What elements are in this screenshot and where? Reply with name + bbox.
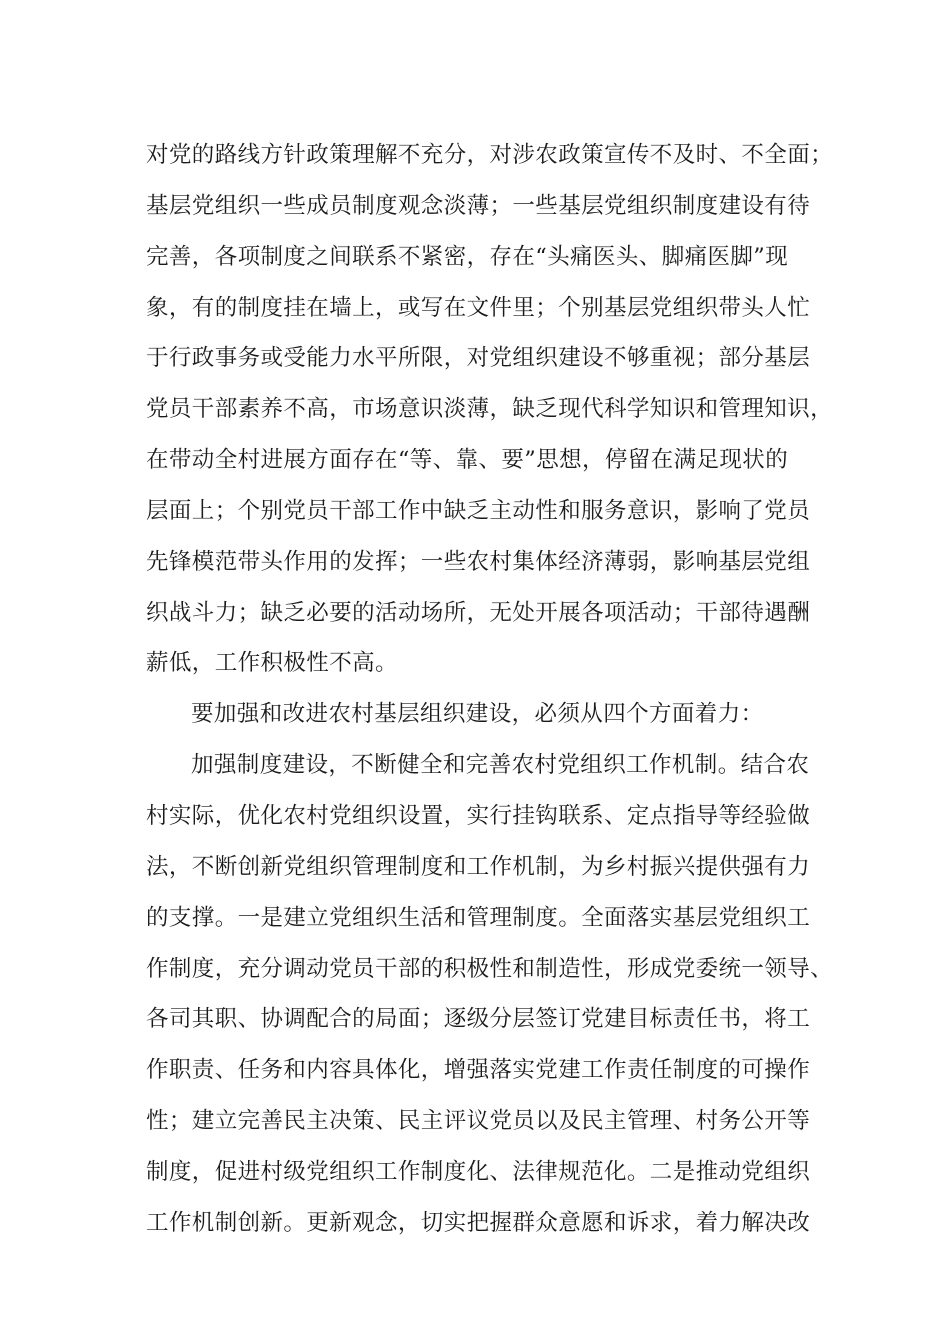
text-line: 各司其职、协调配合的局面；逐级分层签订党建目标责任书，将工 — [146, 1006, 811, 1033]
text-line: 作制度，充分调动党员干部的积极性和制造性，形成党委统一领导、 — [146, 955, 834, 982]
text-line: 于行政事务或受能力水平所限，对党组织建设不够重视；部分基层 — [146, 345, 811, 372]
text-line: 织战斗力；缺乏必要的活动场所，无处开展各项活动；干部待遇酬 — [146, 599, 811, 626]
text-line: 薪低，工作积极性不高。 — [146, 650, 398, 677]
text-line: 先锋模范带头作用的发挥；一些农村集体经济薄弱，影响基层党组 — [146, 548, 811, 575]
text-line: 作职责、任务和内容具体化，增强落实党建工作责任制度的可操作 — [146, 1057, 811, 1084]
paragraph-first-line: 加强制度建设，不断健全和完善农村党组织工作机制。结合农 — [191, 752, 810, 779]
text-line: 层面上；个别党员干部工作中缺乏主动性和服务意识，影响了党员 — [146, 497, 811, 524]
text-line: 基层党组织一些成员制度观念淡薄；一些基层党组织制度建设有待 — [146, 192, 811, 219]
text-line: 制度，促进村级党组织工作制度化、法律规范化。二是推动党组织 — [146, 1158, 811, 1185]
text-line: 法，不断创新党组织管理制度和工作机制，为乡村振兴提供强有力 — [146, 853, 811, 880]
paragraph-first-line: 要加强和改进农村基层组织建设，必须从四个方面着力： — [191, 701, 764, 728]
text-line: 村实际，优化农村党组织设置，实行挂钩联系、定点指导等经验做 — [146, 802, 811, 829]
text-line: 的支撑。一是建立党组织生活和管理制度。全面落实基层党组织工 — [146, 904, 811, 931]
text-line: 在带动全村进展方面存在“等、靠、要”思想，停留在满足现状的 — [146, 447, 789, 474]
text-line: 性；建立完善民主决策、民主评议党员以及民主管理、村务公开等 — [146, 1108, 811, 1135]
text-line: 对党的路线方针政策理解不充分，对涉农政策宣传不及时、不全面； — [146, 142, 834, 168]
text-line: 工作机制创新。更新观念，切实把握群众意愿和诉求，着力解决改 — [146, 1209, 811, 1236]
text-line: 党员干部素养不高，市场意识淡薄，缺乏现代科学知识和管理知识， — [146, 396, 834, 423]
body-text — [146, 130, 834, 1249]
text-line: 象，有的制度挂在墙上，或写在文件里；个别基层党组织带头人忙 — [146, 294, 811, 321]
text-line: 完善，各项制度之间联系不紧密，存在“头痛医头、脚痛医脚”现 — [146, 243, 789, 270]
